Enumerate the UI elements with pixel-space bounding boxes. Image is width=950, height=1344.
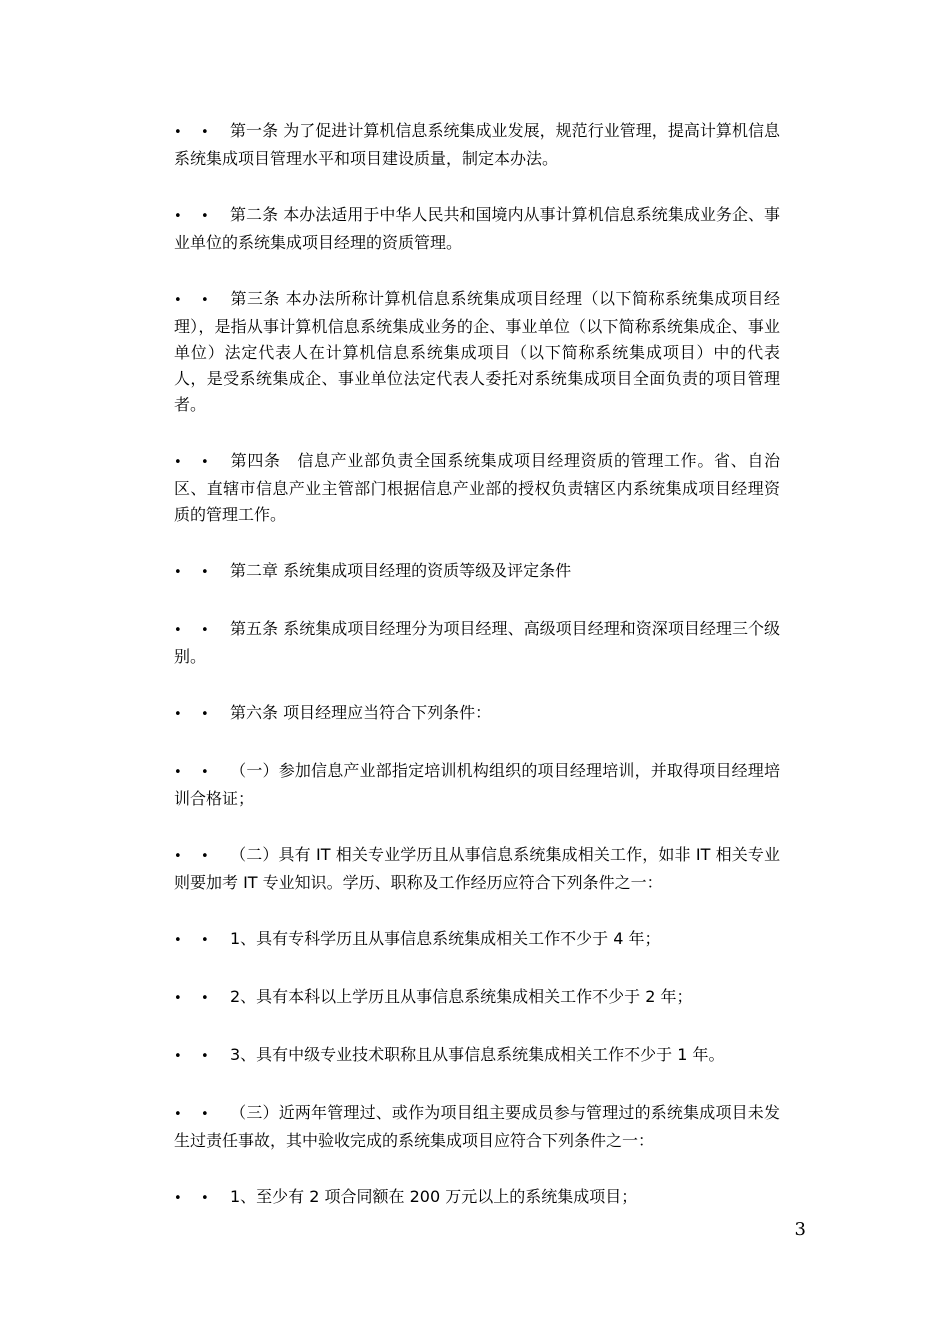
bullet-marker: • • (174, 293, 209, 308)
bullet-marker: • • (174, 849, 209, 864)
paragraph-3 (174, 286, 780, 418)
paragraph-7 (174, 700, 780, 728)
bullet-marker: • • (174, 765, 209, 780)
bullet-marker: • • (174, 707, 209, 722)
paragraph-9 (174, 842, 780, 896)
paragraph-1 (174, 118, 780, 172)
bullet-marker: • • (174, 933, 209, 948)
bullet-marker: • • (174, 455, 209, 470)
paragraph-text: （三）近两年管理过、或作为项目组主要成员参与管理过的系统集成项目未发生过责任事故，其中验收完成的系统集成项目应符合下列条件之一： (174, 1103, 780, 1150)
paragraph-text: 第一条 为了促进计算机信息系统集成业发展，规范行业管理，提高计算机信息系统集成项目管理水平和项目建设质量，制定本办法。 (174, 121, 780, 168)
paragraph-text: 第二章 系统集成项目经理的资质等级及评定条件 (230, 561, 572, 580)
bullet-marker: • • (174, 991, 209, 1006)
paragraph-text: 第五条 系统集成项目经理分为项目经理、高级项目经理和资深项目经理三个级别。 (174, 619, 780, 666)
paragraph-11 (174, 984, 780, 1012)
paragraph-text: 2、具有本科以上学历且从事信息系统集成相关工作不少于 2 年； (230, 987, 693, 1006)
paragraph-text: （二）具有 IT 相关专业学历且从事信息系统集成相关工作，如非 IT 相关专业则要加考 IT 专业知识。学历、职称及工作经历应符合下列条件之一： (174, 845, 780, 892)
bullet-marker: • • (174, 565, 209, 580)
chapter-heading (174, 558, 780, 586)
page-number: 3 (794, 1219, 806, 1240)
paragraph-text: 1、至少有 2 项合同额在 200 万元以上的系统集成项目； (230, 1187, 638, 1206)
document-body (174, 118, 780, 1242)
bullet-marker: • • (174, 1191, 209, 1206)
paragraph-10 (174, 926, 780, 954)
paragraph-text: 第二条 本办法适用于中华人民共和国境内从事计算机信息系统集成业务企、事业单位的系统集成项目经理的资质管理。 (174, 205, 780, 252)
paragraph-text: 第四条 信息产业部负责全国系统集成项目经理资质的管理工作。省、自治区、直辖市信息产业主管部门根据信息产业部的授权负责辖区内系统集成项目经理资质的管理工作。 (174, 451, 780, 524)
bullet-marker: • • (174, 209, 209, 224)
paragraph-6 (174, 616, 780, 670)
paragraph-4 (174, 448, 780, 528)
paragraph-text: （一）参加信息产业部指定培训机构组织的项目经理培训，并取得项目经理培训合格证； (174, 761, 780, 808)
paragraph-2 (174, 202, 780, 256)
paragraph-text: 3、具有中级专业技术职称且从事信息系统集成相关工作不少于 1 年。 (230, 1045, 725, 1064)
paragraph-text: 第三条 本办法所称计算机信息系统集成项目经理（以下简称系统集成项目经理），是指从事计算机信息系统集成业务的企、事业单位（以下简称系统集成企、事业单位）法定代表人在计算机信息系统集成项目（以下简称系统集成项目）中的代表人，是受系统集成企、事业单位法定代表人委托对系统集成项目全面负责的项目管理者。 (174, 289, 780, 414)
paragraph-13 (174, 1100, 780, 1154)
bullet-marker: • • (174, 1049, 209, 1064)
paragraph-text: 1、具有专科学历且从事信息系统集成相关工作不少于 4 年； (230, 929, 661, 948)
bullet-marker: • • (174, 623, 209, 638)
bullet-marker: • • (174, 1107, 209, 1122)
paragraph-8 (174, 758, 780, 812)
paragraph-14 (174, 1184, 780, 1212)
paragraph-12 (174, 1042, 780, 1070)
paragraph-text: 第六条 项目经理应当符合下列条件： (230, 703, 492, 722)
bullet-marker: • • (174, 125, 209, 140)
